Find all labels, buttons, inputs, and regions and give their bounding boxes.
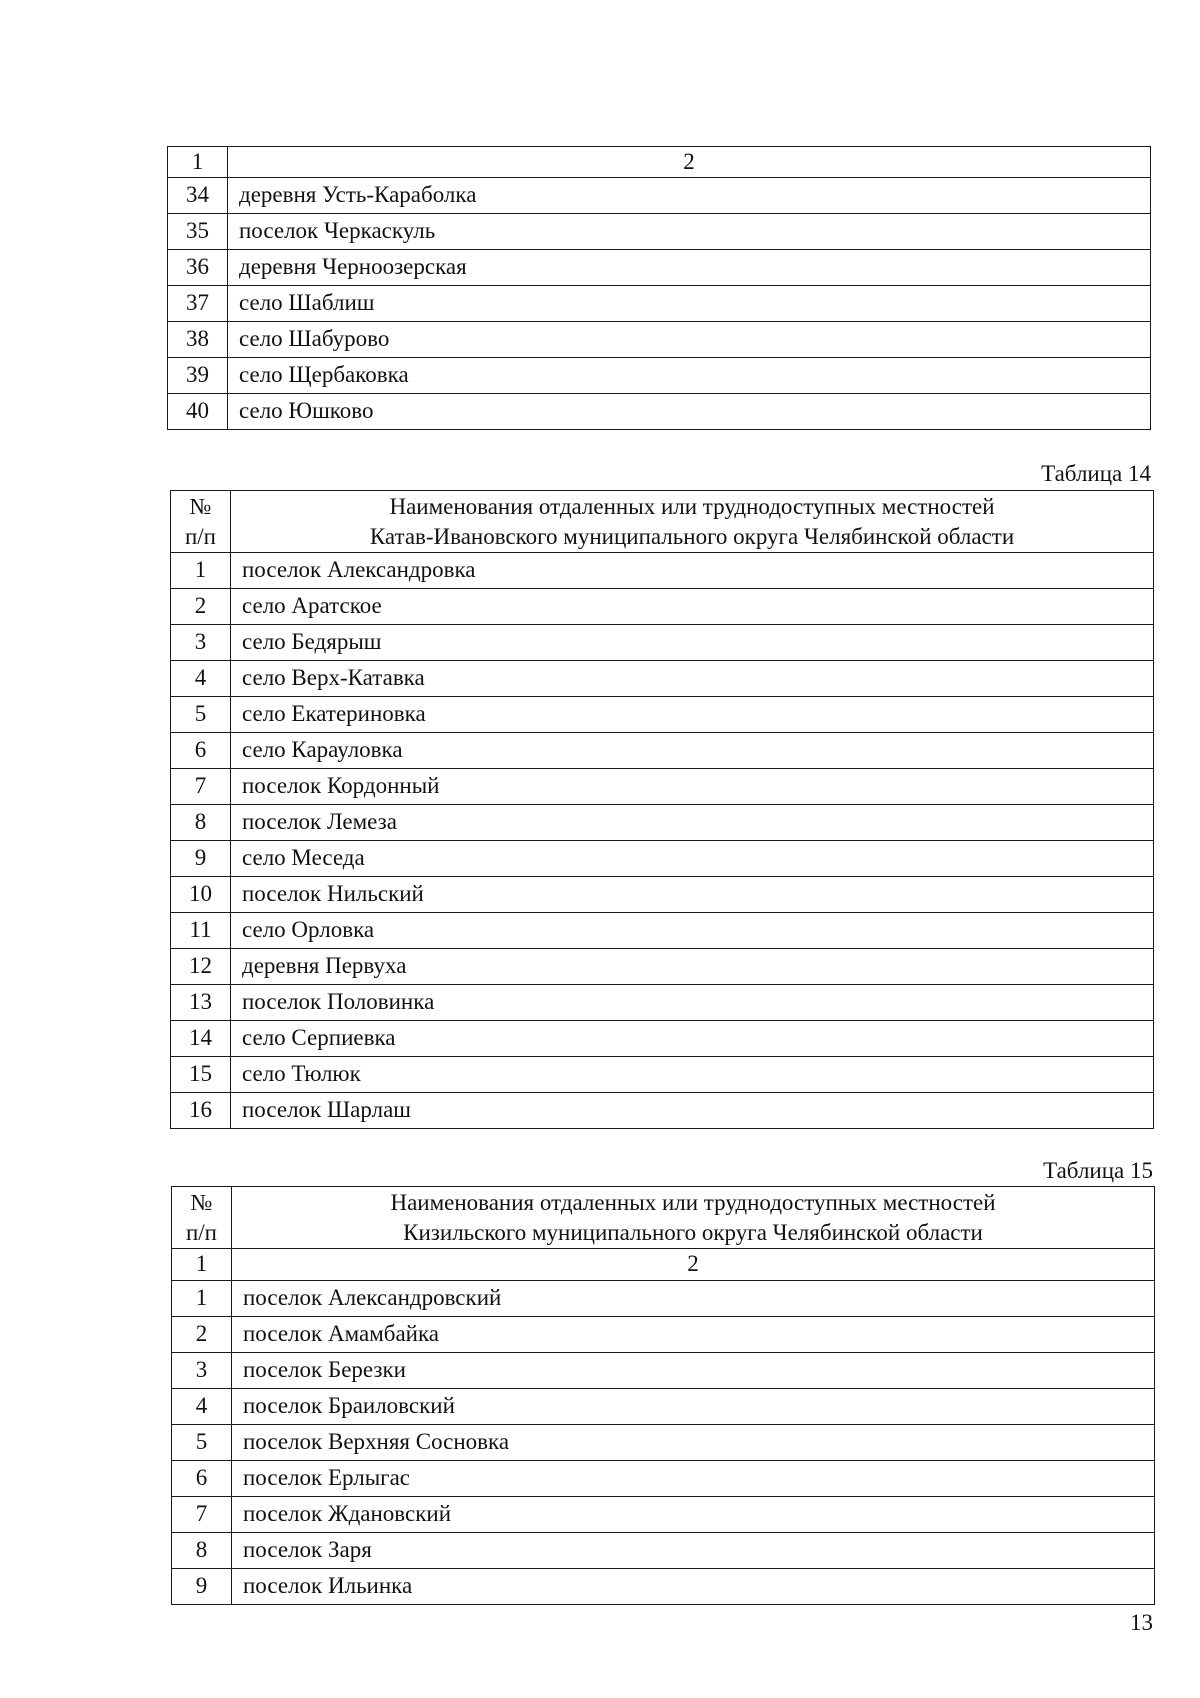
table-row: [168, 394, 1151, 430]
header-title-line-2: Катав-Ивановского муниципального округа Челябинской области: [369, 523, 1015, 549]
locality-name: деревня Усть-Караболка: [228, 178, 1151, 214]
table-row: [171, 877, 1154, 913]
column-number-header: 1: [168, 147, 228, 178]
column-number-header: [171, 491, 231, 553]
locality-name: поселок Половинка: [231, 985, 1154, 1021]
column-index-1: 1: [172, 1249, 232, 1281]
row-number: 36: [168, 250, 228, 286]
table-row: [168, 358, 1151, 394]
locality-name: поселок Амамбайка: [232, 1317, 1155, 1353]
table-row: [172, 1533, 1155, 1569]
locality-name: село Тюлюк: [231, 1057, 1154, 1093]
row-abbreviation: п/п: [185, 1219, 217, 1245]
column-number-header: [172, 1187, 232, 1249]
column-index-row: [172, 1249, 1155, 1281]
row-number: 9: [171, 841, 231, 877]
locality-name: село Юшково: [228, 394, 1151, 430]
locality-name: поселок Березки: [232, 1353, 1155, 1389]
row-number: 5: [171, 697, 231, 733]
locality-name: поселок Верхняя Сосновка: [232, 1425, 1155, 1461]
locality-name: село Орловка: [231, 913, 1154, 949]
row-number: 1: [171, 553, 231, 589]
table-14: [170, 490, 1154, 1129]
locality-name: поселок Ильинка: [232, 1569, 1155, 1605]
row-number: 5: [172, 1425, 232, 1461]
locality-name: поселок Александровский: [232, 1281, 1155, 1317]
header-title-line-1: Наименования отдаленных или труднодоступных местностей: [389, 493, 995, 519]
locality-name: село Шаблиш: [228, 286, 1151, 322]
row-number: 39: [168, 358, 228, 394]
table-15-caption: Таблица 15: [1043, 1158, 1153, 1183]
table-row: [172, 1497, 1155, 1533]
table-row: [171, 697, 1154, 733]
locality-name: поселок Ерлыгас: [232, 1461, 1155, 1497]
table-row: [171, 733, 1154, 769]
locality-name: село Аратское: [231, 589, 1154, 625]
row-number: 16: [171, 1093, 231, 1129]
row-number: 12: [171, 949, 231, 985]
locality-name: поселок Лемеза: [231, 805, 1154, 841]
table-row: [168, 178, 1151, 214]
table-row: [171, 1057, 1154, 1093]
row-number: 1: [172, 1281, 232, 1317]
locality-name: село Бедярыш: [231, 625, 1154, 661]
row-number: 10: [171, 877, 231, 913]
row-number: 40: [168, 394, 228, 430]
table-row: [172, 1569, 1155, 1605]
table-row: [171, 841, 1154, 877]
table-row: [171, 661, 1154, 697]
locality-name: поселок Нильский: [231, 877, 1154, 913]
table-row: [171, 805, 1154, 841]
table-14-caption: Таблица 14: [1041, 461, 1151, 486]
table-row: [171, 589, 1154, 625]
table-row: [172, 1425, 1155, 1461]
row-number: 14: [171, 1021, 231, 1057]
row-number: 15: [171, 1057, 231, 1093]
locality-name: село Меседа: [231, 841, 1154, 877]
locality-name: село Серпиевка: [231, 1021, 1154, 1057]
table-row: [171, 949, 1154, 985]
row-number: 8: [172, 1533, 232, 1569]
page-number: 13: [1130, 1610, 1153, 1635]
table-row: [168, 322, 1151, 358]
locality-name: село Щербаковка: [228, 358, 1151, 394]
locality-name: деревня Черноозерская: [228, 250, 1151, 286]
locality-name: поселок Браиловский: [232, 1389, 1155, 1425]
number-sign: №: [190, 1189, 213, 1215]
table-row: [171, 985, 1154, 1021]
locality-name: поселок Заря: [232, 1533, 1155, 1569]
row-number: 7: [171, 769, 231, 805]
table-15: [171, 1186, 1155, 1605]
row-number: 34: [168, 178, 228, 214]
column-title-header: [231, 491, 1154, 553]
row-number: 6: [171, 733, 231, 769]
row-number: 3: [172, 1353, 232, 1389]
row-abbreviation: п/п: [184, 523, 216, 549]
row-number: 4: [171, 661, 231, 697]
header-title-line-1: Наименования отдаленных или труднодоступных местностей: [390, 1189, 996, 1215]
table-row: [171, 769, 1154, 805]
locality-name: поселок Ждановский: [232, 1497, 1155, 1533]
row-number: 11: [171, 913, 231, 949]
row-number: 8: [171, 805, 231, 841]
table-header-row: [171, 491, 1154, 553]
table-row: [168, 250, 1151, 286]
header-title-line-2: Кизильского муниципального округа Челябинской области: [403, 1219, 983, 1245]
locality-name: село Шабурово: [228, 322, 1151, 358]
table-row: [172, 1353, 1155, 1389]
locality-name: поселок Александровка: [231, 553, 1154, 589]
locality-name: село Верх-Катавка: [231, 661, 1154, 697]
row-number: 7: [172, 1497, 232, 1533]
table-row: [171, 1093, 1154, 1129]
locality-name: село Карауловка: [231, 733, 1154, 769]
row-number: 3: [171, 625, 231, 661]
row-number: 4: [172, 1389, 232, 1425]
table-row: [171, 625, 1154, 661]
table-row: [172, 1281, 1155, 1317]
row-number: 37: [168, 286, 228, 322]
column-title-header: [232, 1187, 1155, 1249]
row-number: 9: [172, 1569, 232, 1605]
row-number: 13: [171, 985, 231, 1021]
row-number: 2: [171, 589, 231, 625]
table-row: [171, 913, 1154, 949]
row-number: 35: [168, 214, 228, 250]
locality-name: поселок Кордонный: [231, 769, 1154, 805]
column-index-2: 2: [232, 1249, 1155, 1281]
row-number: 6: [172, 1461, 232, 1497]
table-13-continuation: [167, 146, 1151, 430]
table-row: [172, 1389, 1155, 1425]
table-row: [171, 1021, 1154, 1057]
number-sign: №: [189, 493, 212, 519]
locality-name: деревня Первуха: [231, 949, 1154, 985]
table-row: [171, 553, 1154, 589]
row-number: 38: [168, 322, 228, 358]
column-name-header: 2: [228, 147, 1151, 178]
locality-name: поселок Шарлаш: [231, 1093, 1154, 1129]
table-row: [168, 286, 1151, 322]
locality-name: село Екатериновка: [231, 697, 1154, 733]
locality-name: поселок Черкаскуль: [228, 214, 1151, 250]
table-header-row: [168, 147, 1151, 178]
table-row: [172, 1461, 1155, 1497]
row-number: 2: [172, 1317, 232, 1353]
table-row: [172, 1317, 1155, 1353]
table-header-row: [172, 1187, 1155, 1249]
table-row: [168, 214, 1151, 250]
